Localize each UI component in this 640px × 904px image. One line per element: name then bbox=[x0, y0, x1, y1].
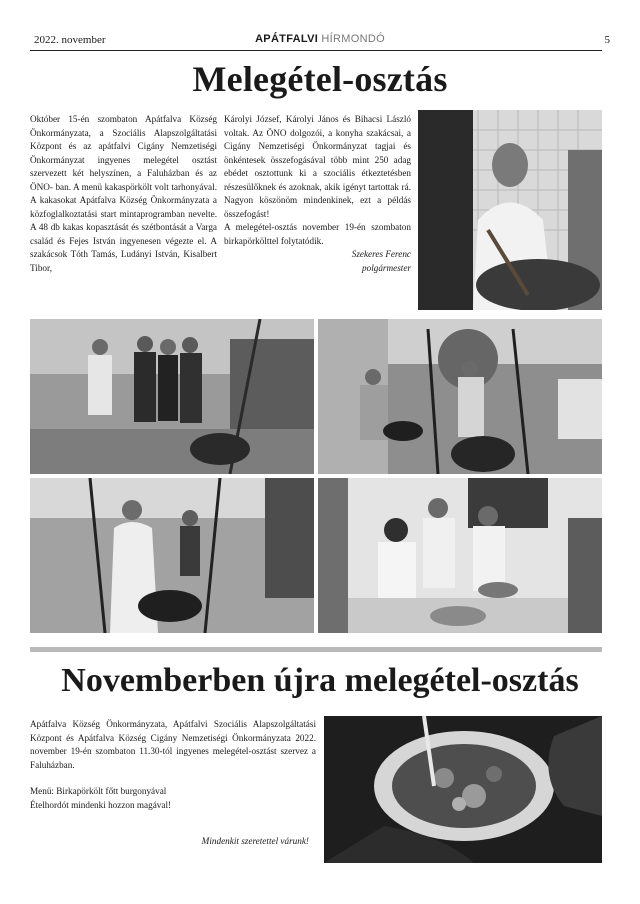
article2-headline: Novemberben újra melegétel-osztás bbox=[61, 662, 579, 699]
photo-cook-stirring bbox=[418, 110, 602, 310]
article1-column-2 bbox=[224, 113, 411, 276]
newspaper-title-bold: APÁTFALVI bbox=[255, 33, 319, 45]
newspaper-title-light: HÍRMONDÓ bbox=[321, 33, 385, 45]
section-separator bbox=[30, 647, 602, 652]
page-number: 5 bbox=[604, 34, 610, 46]
article2-note: Ételhordót mindenki hozzon magával! bbox=[30, 799, 172, 810]
article2-paragraph: Apátfalva Község Önkormányzata, Apátfalvi Szociális Alapszolgáltatási Központ és Apátfalva Község Cigány Nemzetiségi Önkormányzata 2022. november 19-én szombaton 11.30-tól ingyenes melegétel-osztást szervez a Faluházban. bbox=[30, 719, 316, 770]
article2-text bbox=[30, 718, 316, 812]
article2-menu: Menü: Birkapörkölt főtt burgonyával bbox=[30, 786, 167, 797]
article1-headline: Melegétel-osztás bbox=[192, 59, 448, 99]
article1-col2-paragraph-1: Károlyi József, Károlyi János és Bihacsi László voltak. Az ÖNO dolgozói, a konyha szakácsai, a Cigány Nemzetiségi Önkormányzat tagjai és önkéntesek összefogásával több mint 250 adag ebédet osztottunk ki a szociális étkeztetésben részesülőknek és azoknak, akik igényt tartottak rá. Nagyon köszönöm mindenkinek, ezt a példás összefogást! bbox=[224, 114, 411, 219]
article2-closing: Mindenkit szeretettel várunk! bbox=[201, 836, 309, 846]
header-rule bbox=[30, 50, 602, 51]
article1-column-1: Október 15-én szombaton Apátfalva Község Önkormányzata, a Szociális Alapszolgáltatási Központ és az apátfalvi Cigány Nemzetiségi Önkormányzat ingyenes melegétel osztást szervezett két helyszínen, a Faluházban és az ÖNO- ban. A menü kakaspörkölt volt tarhonyával. A kakasokat Apátfalva Község Önkormányzata a közfoglalkoztatási start mintaprogramban nevelte. A 48 db kakas kopasztását és szétbontását a Varga család és Fejes István ingyenesen végezte el. A szakácsok Tóth Tamás, Ludányi István, Kisalbert Tibor, bbox=[30, 114, 217, 274]
article1-col2-paragraph-2: A melegétel-osztás november 19-én szombaton birkapörkölttel folytatódik. bbox=[224, 222, 411, 246]
photo-cook-with-cauldron bbox=[30, 478, 314, 633]
photo-bowl-of-stew bbox=[324, 716, 602, 863]
signature-name: Szekeres Ferenc bbox=[351, 249, 411, 260]
photo-group-of-volunteers bbox=[30, 319, 314, 474]
signature-title: polgármester bbox=[362, 263, 411, 274]
photo-kitchen-staff bbox=[318, 478, 602, 633]
photo-outdoor-cooking bbox=[318, 319, 602, 474]
newspaper-title bbox=[0, 33, 640, 45]
issue-date: 2022. november bbox=[34, 34, 106, 46]
